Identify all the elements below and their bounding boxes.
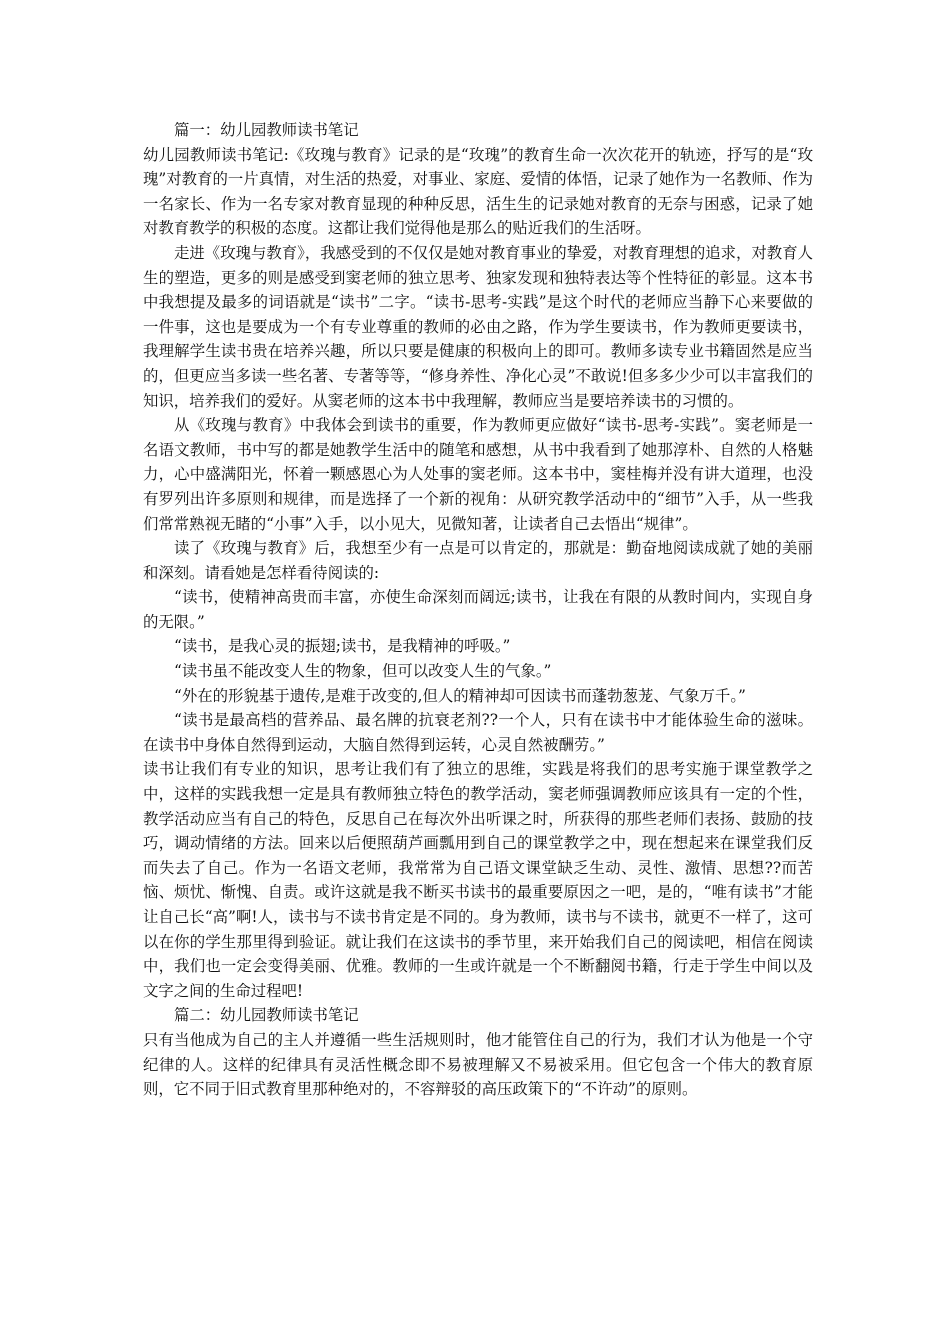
paragraph: 从《玫瑰与教育》中我体会到读书的重要，作为教师更应做好“读书-思考-实践”。窦老师是一名语文教师，书中写的都是她教学生活中的随笔和感想，从书中我看到了她那淳朴、自然的人格魅力，心中盛满阳光，怀着一颗感恩心为人处事的窦老师。这本书中，窦桂梅并没有讲大道理，也没有罗列出许多原则和规律，而是选择了一个新的视角：从研究教学活动中的“细节”入手，从一些我们常常熟视无睹的“小事”入手，以小见大，见微知著，让读者自己去悟出“规律”。 (143, 416, 813, 533)
quote-paragraph: “读书，是我心灵的振翅;读书，是我精神的呼吸。” (174, 637, 511, 656)
paragraph: 走进《玫瑰与教育》，我感受到的不仅仅是她对教育事业的挚爱，对教育理想的追求，对教育人生的塑造，更多的则是感受到窦老师的独立思考、独家发现和独特表达等个性特征的彰显。这本书中我想提及最多的词语就是“读书”二字。“读书-思考-实践”是这个时代的老师应当静下心来要做的一件事，这也是要成为一个有专业尊重的教师的必由之路，作为学生要读书，作为教师更要读书，我理解学生读书贵在培养兴趣，所以只要是健康的积极向上的即可。教师多读专业书籍固然是应当的，但更应当多读一些名著、专著等等，“修身养性、净化心灵”不敢说!但多多少少可以丰富我们的知识，培养我们的爱好。从窦老师的这本书中我理解，教师应当是要培养读书的习惯的。 (143, 243, 813, 410)
section-title-2: 篇二：幼儿园教师读书笔记 (174, 1006, 359, 1025)
section-title-1: 篇一：幼儿园教师读书笔记 (174, 121, 359, 139)
paragraph: 读了《玫瑰与教育》后，我想至少有一点是可以肯定的，那就是：勤奋地阅读成就了她的美丽和深刻。请看她是怎样看待阅读的: (143, 539, 813, 582)
paragraph: 只有当他成为自己的主人并遵循一些生活规则时，他才能管住自己的行为，我们才认为他是一个守纪律的人。这样的纪律具有灵活性概念即不易被理解又不易被采用。但它包含一个伟大的教育原则，它不同于旧式教育里那种绝对的，不容辩驳的高压政策下的“不许动”的原则。 (143, 1030, 813, 1099)
paragraph: 读书让我们有专业的知识，思考让我们有了独立的思维，实践是将我们的思考实施于课堂教学之中，这样的实践我想一定是具有教师独立特色的教学活动，窦老师强调教师应该具有一定的个性，教学活动应当有自己的特色，反思自己在每次外出听课之时，所获得的那些老师们表扬、鼓励的技巧，调动情绪的方法。回来以后便照葫芦画瓢用到自己的课堂教学之中，现在想起来在课堂我们反而失去了自己。作为一名语文老师，我常常为自己语文课堂缺乏生动、灵性、激情、思想??而苦恼、烦忧、惭愧、自责。或许这就是我不断买书读书的最重要原因之一吧，是的，“唯有读书”才能让自己长“高”啊!人，读书与不读书肯定是不同的。身为教师，读书与不读书，就更不一样了，这可以在你的学生那里得到验证。就让我们在这读书的季节里，来开始我们自己的阅读吧，相信在阅读中，我们也一定会变得美丽、优雅。教师的一生或许就是一个不断翻阅书籍，行走于学生中间以及文字之间的生命过程吧! (143, 760, 813, 1000)
quote-paragraph: “读书，使精神高贵而丰富，亦使生命深刻而阔远;读书，让我在有限的从教时间内，实现自身的无限。” (143, 588, 813, 631)
document-body (143, 118, 813, 1102)
paragraph: 幼儿园教师读书笔记:《玫瑰与教育》记录的是“玫瑰”的教育生命一次次花开的轨迹，抒写的是“玫瑰”对教育的一片真情，对生活的热爱，对事业、家庭、爱情的体悟，记录了她作为一名教师、作为一名家长、作为一名专家对教育显现的种种反思，活生生的记录她对教育的无奈与困惑，记录了她对教育教学的积极的态度。这都让我们觉得他是那么的贴近我们的生活呀。 (143, 145, 813, 238)
quote-paragraph: “读书是最高档的营养品、最名牌的抗衰老剂??一个人，只有在读书中才能体验生命的滋味。在读书中身体自然得到运动，大脑自然得到运转，心灵自然被酬劳。” (143, 711, 813, 754)
quote-paragraph: “读书虽不能改变人生的物象，但可以改变人生的气象。” (174, 662, 552, 681)
quote-paragraph: “外在的形貌基于遗传,是难于改变的,但人的精神却可因读书而蓬勃葱茏、气象万千。” (174, 686, 746, 705)
